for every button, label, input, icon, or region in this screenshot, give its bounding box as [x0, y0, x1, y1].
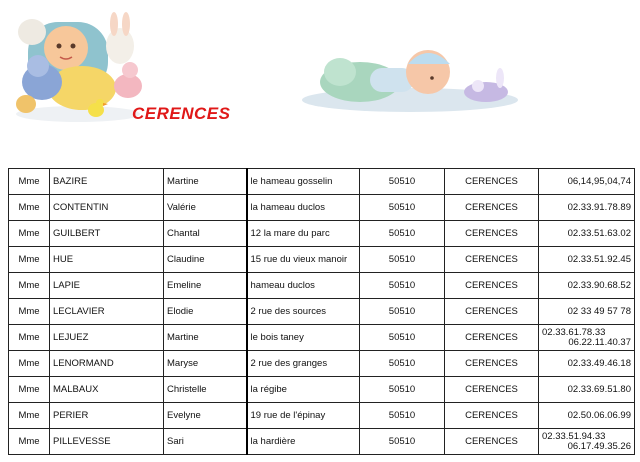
last-name-cell: PERIER	[50, 403, 164, 429]
phone-cell	[539, 325, 635, 351]
address-cell: le bois taney	[247, 325, 360, 351]
postal-code-cell: 50510	[360, 221, 445, 247]
table-row	[9, 247, 635, 273]
first-name-cell: Martine	[164, 169, 247, 195]
phone-cell: 02.33.49.46.18	[539, 351, 635, 377]
phone-cell: 06,14,95,04,74	[539, 169, 635, 195]
address-cell: 12 la mare du parc	[247, 221, 360, 247]
table-row	[9, 169, 635, 195]
page-title: CERENCES	[132, 104, 231, 123]
address-cell: 19 rue de l'épinay	[247, 403, 360, 429]
postal-code-cell: 50510	[360, 195, 445, 221]
postal-code-cell: 50510	[360, 299, 445, 325]
first-name-cell: Martine	[164, 325, 247, 351]
address-cell: 15 rue du vieux manoir	[247, 247, 360, 273]
table-row	[9, 195, 635, 221]
address-cell: le hameau gosselin	[247, 169, 360, 195]
city-cell: CERENCES	[445, 325, 539, 351]
last-name-cell: BAZIRE	[50, 169, 164, 195]
civility-cell: Mme	[9, 273, 50, 299]
first-name-cell: Christelle	[164, 377, 247, 403]
postal-code-cell: 50510	[360, 351, 445, 377]
phone-cell: 02.33.51.63.02	[539, 221, 635, 247]
first-name-cell: Sari	[164, 429, 247, 455]
phone-line-1: 02.33.61.78.33	[542, 326, 606, 338]
last-name-cell: LEJUEZ	[50, 325, 164, 351]
civility-cell: Mme	[9, 247, 50, 273]
civility-cell: Mme	[9, 325, 50, 351]
phone-cell: 02.33.69.51.80	[539, 377, 635, 403]
phone-line-1: 02.33.51.94.33	[542, 430, 606, 442]
last-name-cell: LECLAVIER	[50, 299, 164, 325]
phone-line-2: 06.17.49.35.26	[567, 440, 631, 452]
directory-table	[8, 168, 635, 455]
civility-cell: Mme	[9, 221, 50, 247]
city-cell: CERENCES	[445, 247, 539, 273]
civility-cell: Mme	[9, 429, 50, 455]
sleeping-baby-illustration	[300, 42, 522, 114]
address-cell: la hameau duclos	[247, 195, 360, 221]
civility-cell: Mme	[9, 299, 50, 325]
first-name-cell: Elodie	[164, 299, 247, 325]
phone-cell: 02.33.90.68.52	[539, 273, 635, 299]
phone-line-2: 06.22.11.40.37	[568, 336, 631, 348]
city-cell: CERENCES	[445, 273, 539, 299]
last-name-cell: LAPIE	[50, 273, 164, 299]
city-cell: CERENCES	[445, 377, 539, 403]
city-cell: CERENCES	[445, 429, 539, 455]
phone-cell	[539, 429, 635, 455]
postal-code-cell: 50510	[360, 325, 445, 351]
postal-code-cell: 50510	[360, 169, 445, 195]
last-name-cell: PILLEVESSE	[50, 429, 164, 455]
city-cell: CERENCES	[445, 221, 539, 247]
last-name-cell: LENORMAND	[50, 351, 164, 377]
first-name-cell: Valérie	[164, 195, 247, 221]
city-cell: CERENCES	[445, 195, 539, 221]
first-name-cell: Claudine	[164, 247, 247, 273]
postal-code-cell: 50510	[360, 403, 445, 429]
table-row	[9, 429, 635, 455]
first-name-cell: Chantal	[164, 221, 247, 247]
directory-table-body	[9, 169, 635, 455]
last-name-cell: CONTENTIN	[50, 195, 164, 221]
postal-code-cell: 50510	[360, 429, 445, 455]
table-row	[9, 273, 635, 299]
baby-with-toys-illustration	[8, 2, 148, 124]
city-cell: CERENCES	[445, 403, 539, 429]
civility-cell: Mme	[9, 351, 50, 377]
city-cell: CERENCES	[445, 169, 539, 195]
phone-cell: 02 33 49 57 78	[539, 299, 635, 325]
phone-cell: 02.50.06.06.99	[539, 403, 635, 429]
first-name-cell: Evelyne	[164, 403, 247, 429]
address-cell: hameau duclos	[247, 273, 360, 299]
city-cell: CERENCES	[445, 351, 539, 377]
phone-cell: 02.33.51.92.45	[539, 247, 635, 273]
table-row	[9, 299, 635, 325]
table-row	[9, 377, 635, 403]
first-name-cell: Emeline	[164, 273, 247, 299]
civility-cell: Mme	[9, 169, 50, 195]
postal-code-cell: 50510	[360, 377, 445, 403]
postal-code-cell: 50510	[360, 273, 445, 299]
table-row	[9, 403, 635, 429]
address-cell: 2 rue des granges	[247, 351, 360, 377]
civility-cell: Mme	[9, 195, 50, 221]
first-name-cell: Maryse	[164, 351, 247, 377]
address-cell: la hardière	[247, 429, 360, 455]
last-name-cell: HUE	[50, 247, 164, 273]
city-cell: CERENCES	[445, 299, 539, 325]
table-row	[9, 325, 635, 351]
last-name-cell: MALBAUX	[50, 377, 164, 403]
civility-cell: Mme	[9, 377, 50, 403]
postal-code-cell: 50510	[360, 247, 445, 273]
address-cell: 2 rue des sources	[247, 299, 360, 325]
address-cell: la régibe	[247, 377, 360, 403]
table-row	[9, 221, 635, 247]
last-name-cell: GUILBERT	[50, 221, 164, 247]
table-row	[9, 351, 635, 377]
civility-cell: Mme	[9, 403, 50, 429]
phone-cell: 02.33.91.78.89	[539, 195, 635, 221]
